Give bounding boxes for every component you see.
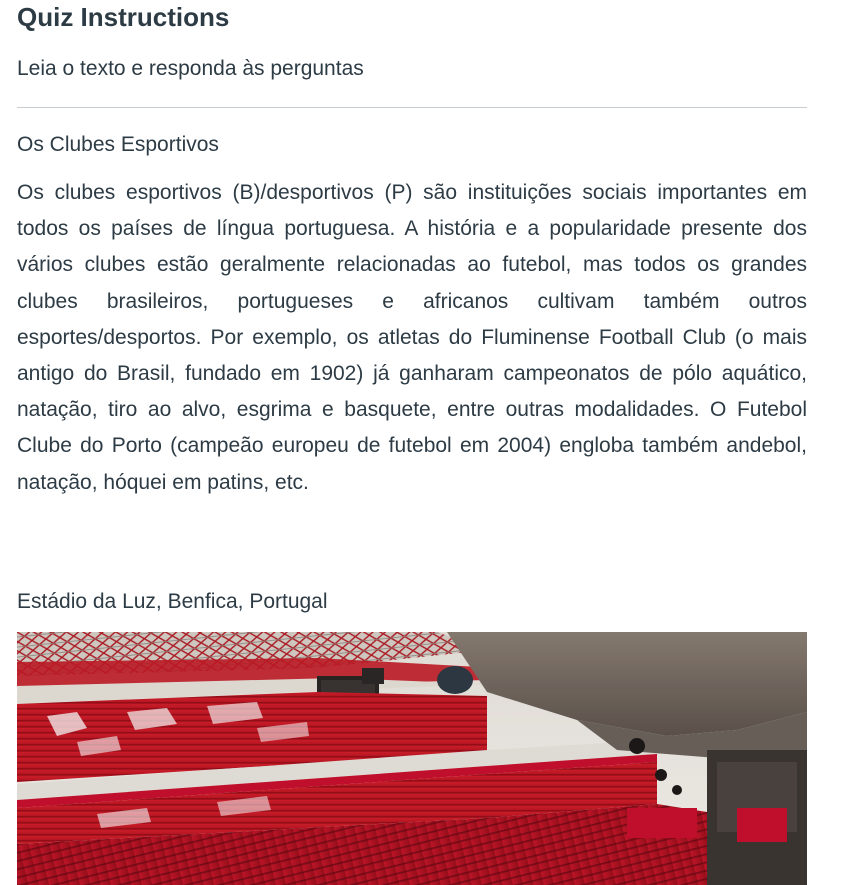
page-title: Quiz Instructions [17, 2, 230, 32]
article-body: Os clubes esportivos (B)/desportivos (P) são instituições sociais importantes em todos os países de língua portuguesa. A história e a popularidade presente dos vários clubes estão geralmente relacionadas ao futebol, mas todos os grandes clubes brasileiros, portugueses e africanos cultivam também outros esportes/desportos. Por exemplo, os atletas do Fluminense Football Club (o mais antigo do Brasil, fundado em 1902) já ganharam campeonatos de pólo aquático, natação, tiro ao alvo, esgrima e basquete, entre outras modalidades. O Futebol Clube do Porto (campeão europeu de futebol em 2004) engloba também andebol, natação, hóquei em patins, etc. [17, 181, 807, 494]
stadium-photo [17, 632, 807, 885]
instructions-text: Leia o texto e responda às perguntas [17, 57, 364, 80]
divider [17, 107, 807, 108]
image-caption: Estádio da Luz, Benfica, Portugal [17, 590, 328, 613]
article-title: Os Clubes Esportivos [17, 133, 219, 156]
